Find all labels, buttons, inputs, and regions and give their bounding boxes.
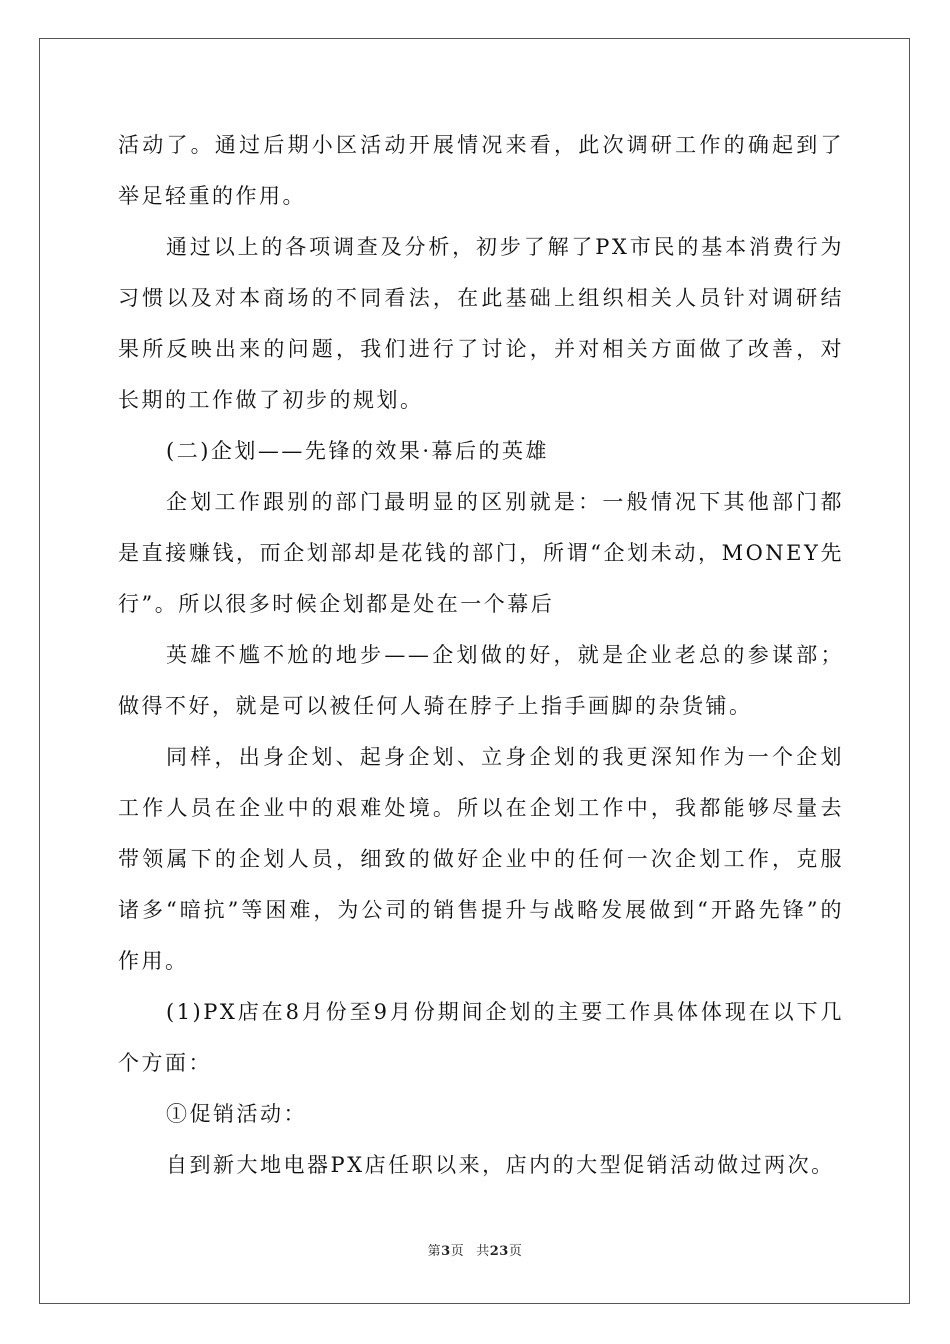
paragraph-9: 自到新大地电器PX店任职以来，店内的大型促销活动做过两次。 [166,1153,835,1177]
document-body [118,120,844,1191]
paragraph-2: 通过以上的各项调查及分析，初步了解了PX市民的基本消费行为习惯以及对本商场的不同看法，在此基础上组织相关人员针对调研结果所反映出来的问题，我们进行了讨论，并对相关方面做了改善，对长期的工作做了初步的规划。 [118,235,844,412]
paragraph-6: 同样，出身企划、起身企划、立身企划的我更深知作为一个企划工作人员在企业中的艰难处境。所以在企划工作中，我都能够尽量去带领属下的企划人员，细致的做好企业中的任何一次企划工作，克服诸多“暗抗”等困难，为公司的销售提升与战略发展做到“开路先锋”的作用。 [118,745,844,973]
page-footer [0,1240,950,1259]
page-total: 共23页 [476,1244,523,1259]
subheading-promotions: ①促销活动： [166,1102,307,1126]
paragraph-7: (1)PX店在8月份至9月份期间企划的主要工作具体体现在以下几个方面： [118,1000,844,1075]
section-heading-planning: (二)企划——先锋的效果·幕后的英雄 [166,439,550,463]
paragraph-5: 英雄不尴不尬的地步——企划做的好，就是企业老总的参谋部；做得不好，就是可以被任何人骑在脖子上指手画脚的杂货铺。 [118,643,844,718]
paragraph-4: 企划工作跟别的部门最明显的区别就是：一般情况下其他部门都是直接赚钱，而企划部却是花钱的部门，所谓“企划未动，MONEY先行”。所以很多时候企划都是处在一个幕后 [118,490,844,616]
page-number: 第3页 [427,1244,465,1259]
paragraph-1: 活动了。通过后期小区活动开展情况来看，此次调研工作的确起到了举足轻重的作用。 [118,133,844,208]
